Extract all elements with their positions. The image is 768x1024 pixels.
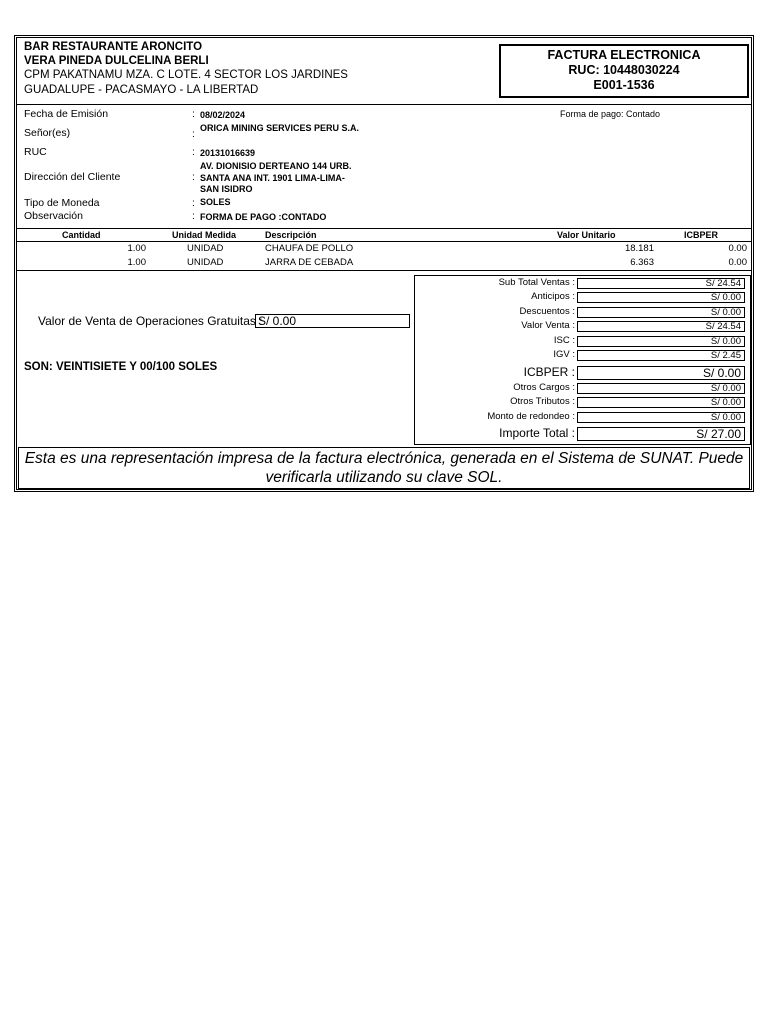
total-label: Importe Total : [499,426,575,440]
row-cantidad: 1.00 [127,257,146,268]
direccion-colon: : [192,171,195,183]
total-value: S/ 0.00 [577,336,745,347]
row-icbper: 0.00 [728,243,747,254]
gratuitas-label: Valor de Venta de Operaciones Gratuitas : [38,314,263,328]
total-label: Valor Venta : [521,320,575,331]
total-value: S/ 24.54 [577,321,745,332]
col-header-cantidad: Cantidad [62,230,101,240]
observacion-colon: : [192,210,195,222]
fecha-colon: : [192,108,195,120]
direccion-line3: SAN ISIDRO [200,184,253,194]
total-value: S/ 0.00 [577,366,745,380]
table-top-line [16,228,752,229]
row-unidad: UNIDAD [187,243,224,254]
senor-value: ORICA MINING SERVICES PERU S.A. [200,123,360,133]
total-value: S/ 0.00 [577,383,745,394]
invoice-ruc: RUC: 10448030224 [568,63,680,77]
moneda-colon: : [192,197,195,209]
header-divider [16,104,752,105]
total-value: S/ 27.00 [577,427,745,441]
row-cantidad: 1.00 [127,243,146,254]
total-value: S/ 2.45 [577,350,745,361]
direccion-line2: SANTA ANA INT. 1901 LIMA-LIMA- [200,173,345,183]
observacion-label: Observación [24,210,83,222]
invoice-id-box [499,44,749,98]
total-value: S/ 0.00 [577,412,745,423]
total-label: Sub Total Ventas : [498,277,575,288]
total-label: Otros Tributos : [510,396,575,407]
row-unidad: UNIDAD [187,257,224,268]
forma-pago: Forma de pago: Contado [560,109,661,119]
issuer-name: BAR RESTAURANTE ARONCITO [24,41,203,53]
total-label: Monto de redondeo : [487,411,575,422]
invoice-number: E001-1536 [593,78,655,92]
total-label: ISC : [553,335,575,346]
col-header-valor-unitario: Valor Unitario [557,230,616,240]
footer-notice [18,447,750,489]
total-label: Anticipos : [531,291,575,302]
col-header-icbper: ICBPER [684,230,719,240]
total-label: ICBPER : [523,365,575,379]
observacion-value: FORMA DE PAGO :CONTADO [200,212,327,222]
total-label: Otros Cargos : [513,382,575,393]
footer-line2: verificarla utilizando su clave SOL. [265,469,503,486]
footer-line1: Esta es una representación impresa de la factura electrónica, generada en el Sistema de SUNAT. Puede [24,450,744,467]
senor-label: Señor(es) [24,127,71,139]
table-bottom-line [16,270,752,271]
row-valor-unitario: 18.181 [624,243,654,254]
row-descripcion: CHAUFA DE POLLO [265,243,354,254]
total-value: S/ 24.54 [577,278,745,289]
total-value: S/ 0.00 [577,397,745,408]
direccion-label: Dirección del Cliente [24,171,121,183]
total-value: S/ 0.00 [577,292,745,303]
total-label: IGV : [553,349,575,360]
ruc-label: RUC [24,146,47,158]
row-valor-unitario: 6.363 [630,257,654,268]
direccion-line1: AV. DIONISIO DERTEANO 144 URB. [200,161,352,171]
invoice-type: FACTURA ELECTRONICA [547,48,701,62]
row-descripcion: JARRA DE CEBADA [265,257,354,268]
col-header-descripcion: Descripción [265,230,317,240]
issuer-address-line2: GUADALUPE - PACASMAYO - LA LIBERTAD [24,84,259,96]
senor-colon: : [192,128,195,140]
ruc-colon: : [192,146,195,158]
issuer-address-line1: CPM PAKATNAMU MZA. C LOTE. 4 SECTOR LOS JARDINES [24,69,348,81]
table-header-line [16,241,752,242]
total-value: S/ 0.00 [577,307,745,318]
fecha-value: 08/02/2024 [200,110,246,120]
moneda-label: Tipo de Moneda [24,197,100,209]
fecha-label: Fecha de Emisión [24,108,109,120]
amount-in-words: SON: VEINTISIETE Y 00/100 SOLES [24,361,218,373]
col-header-unidad: Unidad Medida [172,230,237,240]
row-icbper: 0.00 [728,257,747,268]
issuer-owner: VERA PINEDA DULCELINA BERLI [24,55,209,67]
moneda-value: SOLES [200,197,231,207]
ruc-value: 20131016639 [200,148,256,158]
total-label: Descuentos : [519,306,575,317]
gratuitas-value: S/ 0.00 [255,314,410,328]
